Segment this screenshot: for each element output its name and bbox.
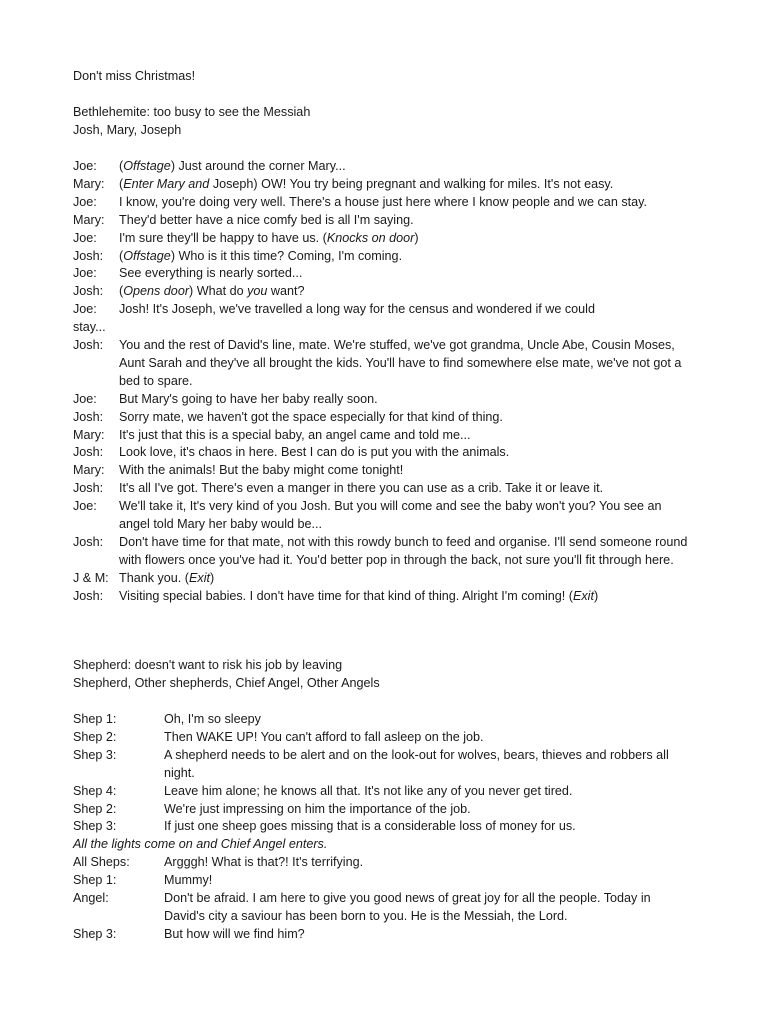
speaker-label: Joe: xyxy=(73,194,97,209)
dialogue-line xyxy=(73,498,693,534)
scene-1-header xyxy=(73,104,693,140)
stage-direction-inline: Opens door xyxy=(123,284,190,299)
dialogue-line xyxy=(73,176,693,194)
dialogue-line xyxy=(73,444,693,462)
dialogue-text-run: ) What do xyxy=(189,284,248,299)
dialogue-text xyxy=(119,588,693,606)
dialogue-text xyxy=(164,801,693,819)
speaker-label: Shep 1: xyxy=(73,873,117,888)
dialogue-text-run: I'm sure they'll be happy to have us. ( xyxy=(119,230,327,245)
speaker-label: Shep 2: xyxy=(73,729,117,744)
dialogue-line xyxy=(73,570,693,588)
dialogue-text-run: ( xyxy=(119,248,124,263)
dialogue-text-run: ) xyxy=(414,230,419,245)
dialogue-text xyxy=(119,480,693,498)
dialogue-overflow: stay... xyxy=(73,320,106,335)
dialogue-text-run: But how will we find him? xyxy=(164,926,305,941)
dialogue-text-run: See everything is nearly sorted... xyxy=(119,266,303,281)
speaker-label: All Sheps: xyxy=(73,855,130,870)
dialogue-text-run: A shepherd needs to be alert and on the look-out for wolves, bears, thieves and robbers all night. xyxy=(164,747,669,780)
dialogue-text-run: ) Just around the corner Mary... xyxy=(170,159,346,173)
speaker-label: Mary: xyxy=(73,176,105,191)
dialogue-text-run: We'll take it, It's very kind of you Josh. But you will come and see the baby won't you? You see an angel told Mary her baby would be... xyxy=(119,499,662,532)
dialogue-text xyxy=(164,783,693,801)
dialogue-text-run: Look love, it's chaos in here. Best I can do is put you with the animals. xyxy=(119,445,510,460)
dialogue-line xyxy=(73,158,693,176)
dialogue-line xyxy=(73,783,693,801)
dialogue-line xyxy=(73,588,693,606)
dialogue-text-run: It's all I've got. There's even a manger in there you can use as a crib. Take it or leave it. xyxy=(119,481,604,496)
speaker-label: Josh: xyxy=(73,248,104,263)
dialogue-line xyxy=(73,747,693,783)
dialogue-text xyxy=(164,854,693,872)
dialogue-text xyxy=(164,747,693,783)
scene-1-cast: Josh, Mary, Joseph xyxy=(73,122,182,137)
dialogue-line xyxy=(73,301,693,319)
document-title: Don't miss Christmas! xyxy=(73,69,196,83)
speaker-label: Joe: xyxy=(73,159,97,173)
dialogue-text-run: You and the rest of David's line, mate. We're stuffed, we've got grandma, Uncle Abe, Cousin Moses, Aunt Sarah and they've all brought the kids. You'll have to find somewhere else mate, we've not got a bed to spare. xyxy=(119,338,682,388)
dialogue-line xyxy=(73,462,693,480)
document-title-block xyxy=(73,68,693,86)
speaker-label: Josh: xyxy=(73,445,104,460)
dialogue-text-run: Argggh! What is that?! It's terrifying. xyxy=(164,855,364,870)
scene-2-dialogue-part-b xyxy=(73,854,693,944)
dialogue-line xyxy=(73,818,693,836)
dialogue-line xyxy=(73,872,693,890)
dialogue-text-run: ( xyxy=(119,284,124,299)
dialogue-line xyxy=(73,711,693,729)
dialogue-line xyxy=(73,194,693,212)
dialogue-text xyxy=(119,248,693,266)
dialogue-line xyxy=(73,212,693,230)
dialogue-line xyxy=(73,729,693,747)
dialogue-text-run: We're just impressing on him the importance of the job. xyxy=(164,801,471,816)
speaker-label: Shep 3: xyxy=(73,819,117,834)
dialogue-text xyxy=(164,711,693,729)
scene-1-heading: Bethlehemite: too busy to see the Messiah xyxy=(73,105,311,119)
dialogue-text-run: ( xyxy=(119,176,124,191)
dialogue-text xyxy=(119,427,693,445)
dialogue-text xyxy=(119,391,693,409)
dialogue-text xyxy=(119,230,693,248)
dialogue-line xyxy=(73,480,693,498)
speaker-label: Mary: xyxy=(73,427,105,442)
dialogue-text xyxy=(164,872,693,890)
dialogue-text-run: Leave him alone; he knows all that. It's not like any of you never get tired. xyxy=(164,783,573,798)
stage-direction-inline: Exit xyxy=(572,588,594,603)
dialogue-text xyxy=(119,570,693,588)
dialogue-text xyxy=(119,301,693,319)
dialogue-line xyxy=(73,409,693,427)
speaker-label: Shep 3: xyxy=(73,926,117,941)
dialogue-text xyxy=(119,283,693,301)
dialogue-line xyxy=(73,248,693,266)
dialogue-text xyxy=(119,534,693,570)
dialogue-line xyxy=(73,283,693,301)
dialogue-line xyxy=(73,890,693,926)
speaker-label: Joe: xyxy=(73,230,97,245)
speaker-label: Josh: xyxy=(73,481,104,496)
dialogue-text-run: It's just that this is a special baby, an angel came and told me... xyxy=(119,427,471,442)
dialogue-text-run: want? xyxy=(267,284,305,299)
dialogue-line xyxy=(73,534,693,570)
dialogue-text-run: Thank you. ( xyxy=(119,570,189,585)
dialogue-text-run: Don't be afraid. I am here to give you good news of great joy for all the people. Today in David's city a saviour has been born to you. He is the Messiah, the Lord. xyxy=(164,891,651,923)
dialogue-text xyxy=(164,729,693,747)
speaker-label: Josh: xyxy=(73,588,104,603)
stage-direction-inline: Exit xyxy=(189,570,210,585)
dialogue-text-run: Joseph) OW! You try being pregnant and walking for miles. It's not easy. xyxy=(212,176,614,191)
speaker-label: Mary: xyxy=(73,463,105,478)
scene-2-cast: Shepherd, Other shepherds, Chief Angel, Other Angels xyxy=(73,675,380,690)
speaker-label: Joe: xyxy=(73,266,97,281)
speaker-label: Shep 3: xyxy=(73,747,117,762)
dialogue-text xyxy=(119,212,693,230)
dialogue-line xyxy=(73,801,693,819)
dialogue-text xyxy=(119,265,693,283)
speaker-label: Joe: xyxy=(73,391,97,406)
stage-direction-inline: Knocks on door xyxy=(326,230,415,245)
dialogue-text-run: But Mary's going to have her baby really soon. xyxy=(119,391,378,406)
speaker-label: Shep 2: xyxy=(73,801,117,816)
scene-1-dialogue xyxy=(73,158,693,606)
scene-2-dialogue-part-a xyxy=(73,711,693,836)
dialogue-text-run: If just one sheep goes missing that is a considerable loss of money for us. xyxy=(164,819,576,834)
speaker-label: Josh: xyxy=(73,284,104,299)
dialogue-line xyxy=(73,926,693,944)
dialogue-text-run: Visiting special babies. I don't have time for that kind of thing. Alright I'm coming! ( xyxy=(119,588,573,603)
dialogue-text-run: ) xyxy=(593,588,599,603)
dialogue-text xyxy=(119,444,693,462)
dialogue-text-run: With the animals! But the baby might come tonight! xyxy=(119,463,404,478)
dialogue-text-run: Oh, I'm so sleepy xyxy=(164,712,261,726)
dialogue-text xyxy=(119,176,693,194)
speaker-label: J & M: xyxy=(73,570,109,585)
dialogue-text-run: Don't have time for that mate, not with this rowdy bunch to feed and organise. I'll send someone round with flowers once you've had it. You'd better pop in through the back, not sure you'll fit through here. xyxy=(119,535,688,567)
dialogue-text xyxy=(164,890,693,926)
speaker-label: Shep 4: xyxy=(73,783,117,798)
stage-direction-inline: Enter Mary and xyxy=(123,176,213,191)
dialogue-line xyxy=(73,427,693,445)
dialogue-text-run: They'd better have a nice comfy bed is all I'm saying. xyxy=(119,212,414,227)
dialogue-text-run: Then WAKE UP! You can't afford to fall asleep on the job. xyxy=(164,729,484,744)
dialogue-text xyxy=(164,818,693,836)
speaker-label: Josh: xyxy=(73,338,104,353)
stage-direction-inline: you xyxy=(247,284,268,299)
dialogue-text xyxy=(119,337,693,391)
speaker-label: Josh: xyxy=(73,409,104,424)
dialogue-line xyxy=(73,854,693,872)
dialogue-text xyxy=(119,158,693,176)
speaker-label: Angel: xyxy=(73,891,109,906)
dialogue-line xyxy=(73,391,693,409)
dialogue-text xyxy=(119,498,693,534)
dialogue-text-run: ) Who is it this time? Coming, I'm coming. xyxy=(170,248,403,263)
dialogue-line xyxy=(73,230,693,248)
dialogue-text xyxy=(119,194,693,212)
stage-direction-inline: Offstage xyxy=(123,159,171,173)
dialogue-text-run: Josh! It's Joseph, we've travelled a long way for the census and wondered if we could xyxy=(119,302,595,317)
dialogue-text xyxy=(119,462,693,480)
dialogue-text-run: I know, you're doing very well. There's a house just here where I know people and we can stay. xyxy=(119,194,647,209)
dialogue-text-run: Mummy! xyxy=(164,873,213,888)
speaker-label: Joe: xyxy=(73,302,97,317)
scene-2-header xyxy=(73,657,693,693)
stage-direction: All the lights come on and Chief Angel enters. xyxy=(73,837,328,852)
scene-2-dialogue xyxy=(73,711,693,944)
dialogue-line xyxy=(73,337,693,391)
dialogue-text-run: Sorry mate, we haven't got the space especially for that kind of thing. xyxy=(119,409,503,424)
dialogue-line xyxy=(73,265,693,283)
speaker-label: Josh: xyxy=(73,535,104,550)
dialogue-text-run: ( xyxy=(119,159,124,173)
dialogue-text xyxy=(164,926,693,944)
scene-2-heading: Shepherd: doesn't want to risk his job by leaving xyxy=(73,658,343,672)
speaker-label: Shep 1: xyxy=(73,712,117,726)
dialogue-text-run: ) xyxy=(210,570,215,585)
speaker-label: Mary: xyxy=(73,212,105,227)
dialogue-text xyxy=(119,409,693,427)
stage-direction-inline: Offstage xyxy=(123,248,171,263)
speaker-label: Joe: xyxy=(73,499,97,514)
